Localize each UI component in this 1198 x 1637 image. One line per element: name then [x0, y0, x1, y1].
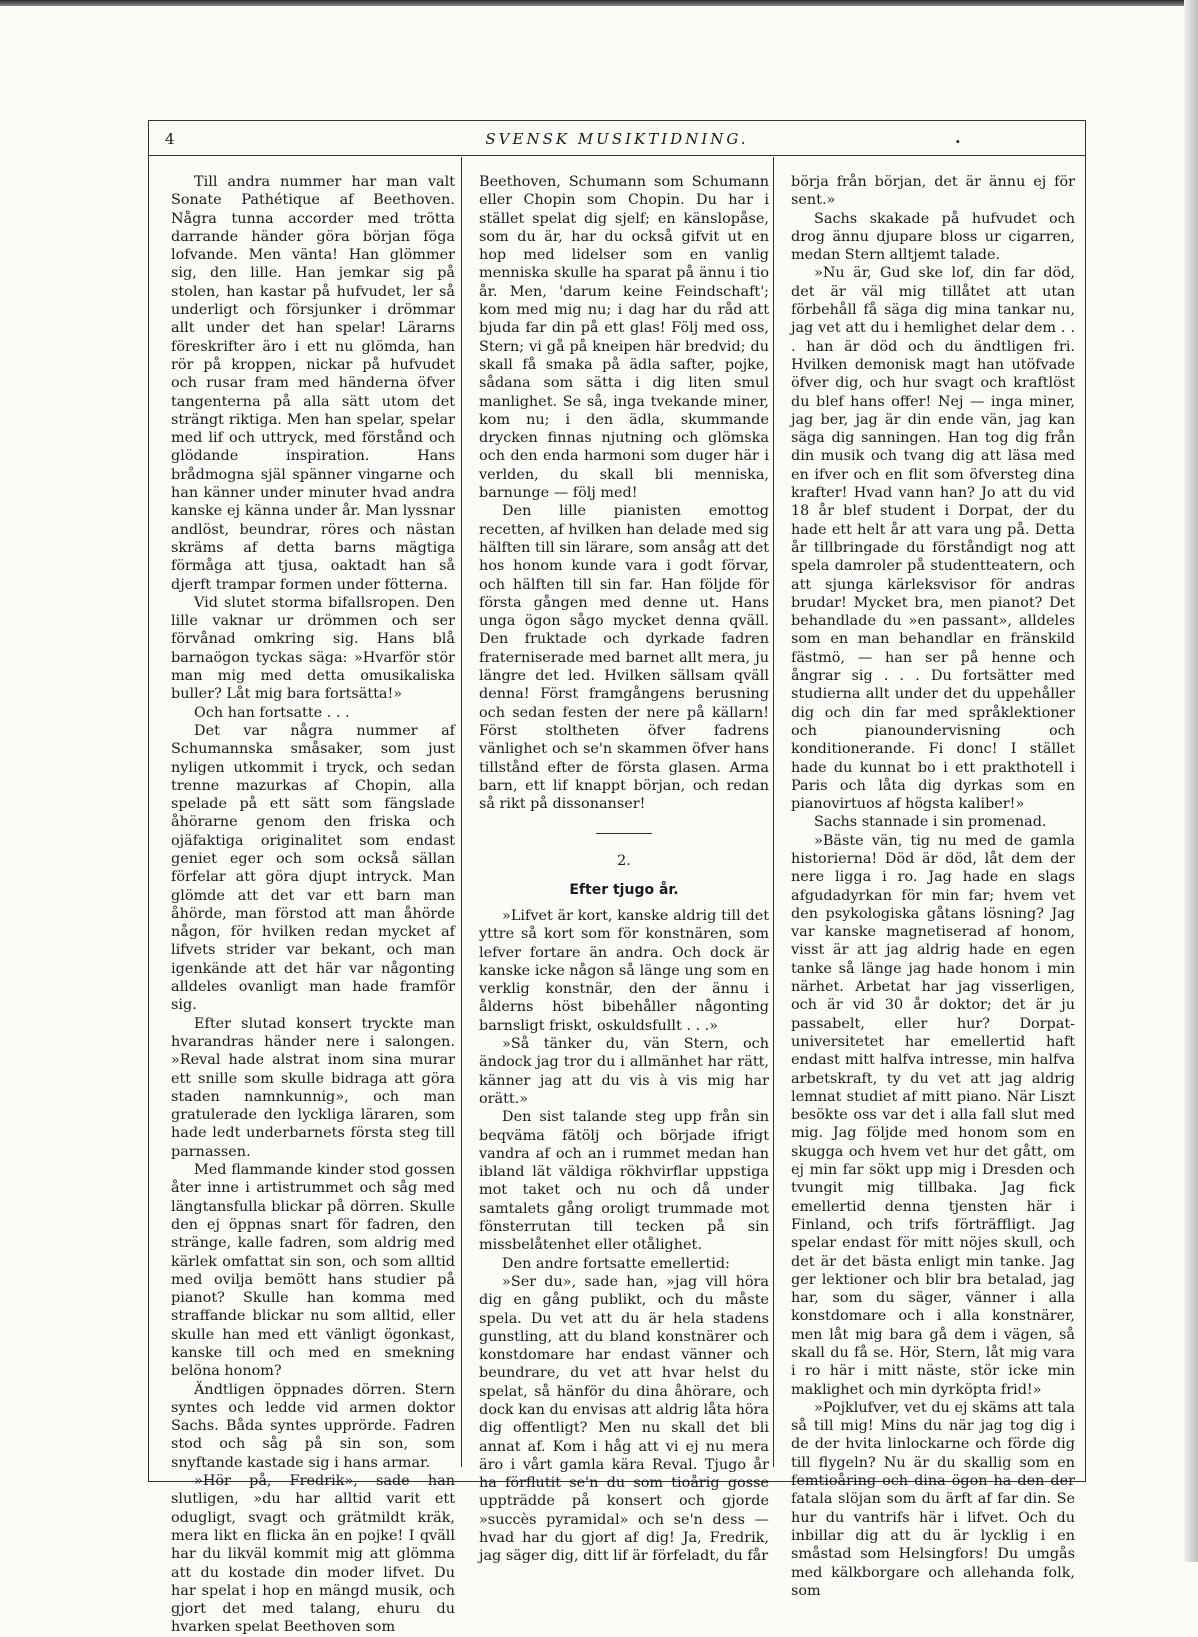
paragraph: »Pojklufver, vet du ej skäms att tala så till mig! Mins du när jag tog dig i de der hvita linlockarne och förde dig till flygeln? Nu är du skallig som en femtioåring och dina ögon ha den der fatala slöjan som du ärft af far din. Se hur du vantrifs här i lifvet. Och du inbillar dig att du är lycklig i en småstad som Helsingfors! Du umgås med kälkborgare och allehanda folk, som — [791, 1399, 1075, 1599]
paragraph: Den sist talande steg upp från sin beqväma fätölj och började ifrigt vandra af och an i rummet medan han ibland lät väldiga rökhvirflar uppstiga mot taket och nu och då under samtalets gång oroligt trummade mot fönsterrutan till tecken på sin missbelåtenhet eller otålighet. — [479, 1109, 769, 1254]
paragraph: börja från början, det är ännu ej för sent.» — [791, 174, 1075, 209]
paragraph: »Nu är, Gud ske lof, din far död, det är väl mig tillåtet att utan förbehåll få säga dig mina tankar nu, jag vet att du i hemlighet delar dem . . . han är död och du ändtligen fri. Hvilken demonisk magt han utöfvade öfver dig, och hur svagt och kraftlöst du blef hans offer! Nej — inga miner, jag ber, jag är din ende vän, jag kan säga dig sanningen. Han tog dig från din musik och tvang dig att läsa med en ifver och en flit som öfversteg dina krafter! Hvad vann han? Jo att du vid 18 år blef student i Dorpat, der du hade ett helt år att vara ung på. Detta år tillbringade du förståndigt nog att spela damroler på studentteatern, och att sjunga kärleksvisor för andras brudar! Mycket bra, men pianot? Det behandlade du »en passant», alldeles som en man behandlar en fränskild fästmö, — han ser på henne och ångrar sig . . . Du fortsätter med studierna allt under det du uppehåller dig och din far med språklektioner och pianoundervisning och konditionerande. Fi donc! I stället hade du kunnat bo i ett prakthotell i Paris och låta dig dyrkas som en pianovirtuos af högsta kaliber!» — [791, 265, 1075, 813]
paragraph: Ändtligen öppnades dörren. Stern syntes och ledde vid armen doktor Sachs. Båda syntes upprörde. Fadren stod och såg på sin son, som snyftande kastade sig i hans armar. — [171, 1381, 455, 1471]
paragraph: Den lille pianisten emottog recetten, af hvilken han delade med sig hälften till sin lärare, som ansåg att det hos honom kunde vara i godt förvar, och hälften till sin far. Han följde för första gången med denne ut. Hans unga ögon sågo mycket denna qväll. Den fruktade och dyrkade fadren fraterniserade med barnet allt mera, ju längre det led. Hvilken sällsam qväll denna! Först framgångens berusning och sedan festen der nere på källarn! Först stoltheten öfver fadrens vänlighet och se'n skammen öfver hans tillstånd efter de första glasen. Arma barn, ett lif knappt början, och redan så rikt på dissonanser! — [479, 503, 769, 813]
paragraph: Det var några nummer af Schumannska småsaker, som just nyligen utkommit i tryck, och sedan trenne mazurkas af Chopin, alla spelade på ett sätt som fängslade åhörarne genom den friska och ojäfaktiga originalitet som endast geniet eger och som också sällan förfelar att göra djupt intryck. Man glömde att det var ett barn man åhörde, man förstod att man åhörde någon, för hvilken redan mycket af lifvets strider var bekant, och man igenkände att det här var någonting alldeles ovanligt man hade framför sig. — [171, 722, 455, 1014]
paragraph: Den andre fortsatte emellertid: — [502, 1255, 730, 1272]
paragraph: Sachs stannade i sin promenad. — [814, 814, 1047, 831]
section-title: Efter tjugo år. — [569, 881, 679, 898]
paragraph: »Ser du», sade han, »jag vill höra dig en gång publikt, och du måste spela. Du vet att du är hela stadens gunstling, att du bland konstnärer och konstdomare har endast vänner och beundrare, du vet att hvar helst du spelat, så hänför du dina åhörare, och dock kan du envisas att aldrig låta höra dig offentligt? Men nu skall det bli annat af. Kom i håg att vi ej nu mera äro i vårt gamla kära Reval. Tjugo år ha förflutit se'n du som tioårig gosse uppträdde på konsert och gjorde »succès pyramidal» och se'n dess — hvad har du gjort af dig! Ja, Fredrik, jag säger dig, ditt lif är förfeladt, du får — [479, 1273, 769, 1565]
section-separator — [596, 833, 652, 834]
paragraph: »Bäste vän, tig nu med de gamla historierna! Död är död, låt dem der nere ligga i ro. Jag hade en slags afgudadyrkan för min far; hvem vet den psykologiska gåtans lösning? Jag var kanske magnetiserad af honom, visst är att jag aldrig hade en egen tanke så länge jag hade honom i min närhet. Arbetat har jag visserligen, och är vid 30 år doktor; det är ju passabelt, eller hur? Dorpat-universitetet har emellertid haft endast mitt halfva intresse, min halfva arbetskraft, ty du vet att jag aldrig lemnat studiet af mitt piano. När Liszt besökte oss var det i alla fall slut med mig. Jag följde med honom som en skugga och hvem vet hur det gått, om ej min far sökt upp mig i Dresden och tvungit mig tillbaka. Jag fick emellertid denna tjensten här i Finland, och trifs förträffligt. Jag spelar endast för mitt nöjes skull, och det är det bästa enligt min tanke. Jag ger lektioner och blir bra betalad, jag har, som du säger, vänner i alla konstdomare och i alla konstnärer, men låt mig bara gå dem i vägen, så skall du få se. Hör, Stern, låt mig vara i ro här i mitt näste, stör icke min maklighet och min dyrköpta frid!» — [791, 832, 1075, 1398]
page-number: 4 — [165, 130, 175, 148]
scan-top-band — [0, 0, 1198, 6]
scan-right-edge — [1184, 0, 1198, 1562]
paragraph: »Så tänker du, vän Stern, och ändock jag tror du i allmänhet har rätt, känner jag att du vis à vis mig har orätt.» — [479, 1036, 769, 1107]
paragraph: »Lifvet är kort, kanske aldrig till det yttre så kort som för konstnären, som lefver fortare än andra. Och dock är kanske icke någon så länge ung som en verklig konstnär, den der ännu i ålderns höst bibehåller någonting barnsligt friskt, oskuldsfullt . . .» — [479, 907, 769, 1034]
header-dot: . — [955, 128, 961, 147]
paragraph: Vid slutet storma bifallsropen. Den lille vaknar ur drömmen och ser förvånad omkring sig. Hans blå barnaögon tyckas säga: »Hvarför stör man mig med detta omusikaliska buller? Låt mig bara fortsätta!» — [171, 594, 455, 703]
column-3 — [791, 173, 1075, 1599]
column-rule-right — [773, 157, 774, 1467]
page-header — [149, 121, 1085, 156]
journal-title: SVENSK MUSIKTIDNING. — [485, 130, 749, 148]
column-1 — [171, 173, 455, 1636]
column-2 — [479, 173, 769, 1565]
paragraph: Efter slutad konsert tryckte man hvarandras händer nere i salongen. »Reval hade alstrat inom sina murar ett snille som skulle bidraga att göra staden namnkunnig», och man gratulerade den lyckliga läraren, som hade ledt underbarnets första steg till parnassen. — [171, 1015, 455, 1160]
paragraph: Beethoven, Schumann som Schumann eller Chopin som Chopin. Du har i stället spelat dig sjelf; en känslopåse, som du är, har du också gifvit ut en hop med lidelser som en vanlig menniska skulle ha sparat på ännu i tio år. Men, 'darum keine Feindschaft'; kom med mig nu; i dag har du råd att bjuda far din på ett glas! Följ med oss, Stern; vi gå på kneipen här bredvid; du skall få smaka på ädla safter, pojke, sådana som sätta i dig liten smul manlighet. Se så, inga tvekande miner, kom nu; i den ädla, skummande drycken finnas njutning och glömska och den enda harmoni som duger här i verlden, du skall bli menniska, barnunge — följ med! — [479, 174, 769, 502]
column-rule-left — [461, 157, 462, 1467]
paragraph: Sachs skakade på hufvudet och drog ännu djupare bloss ur cigarren, medan Stern alltjemt talade. — [791, 210, 1075, 264]
paragraph: »Hör på, Fredrik», sade han slutligen, »du har alltid varit ett odugligt, svagt och grätmildt kräk, mera likt en flicka än en pojke! I qväll har du likväl kommit mig att glömma att du kostade din moder lifvet. Du har spelat i hop en mängd musik, och gjort det med talang, ehuru du hvarken spelat Beethoven som — [171, 1473, 455, 1636]
page-frame — [148, 120, 1086, 1636]
paragraph: Och han fortsatte . . . — [194, 704, 350, 721]
paragraph: Till andra nummer har man valt Sonate Pathétique af Beethoven. Några tunna accorder med trötta darrande händer göra början föga lofvande. Men vänta! Han glömmer sig, den lille. Han jemkar sig på stolen, han kastar på hufvudet, ler så underligt och försjunker i drömmar allt under det han spelar! Lärarns föreskrifter äro i ett nu glömda, han rör på kroppen, nickar på hufvudet och rusar fram med händerna öfver tangenterna på alla sätt utom det strängt riktiga. Men han spelar, spelar med lif och uttryck, med förstånd och glödande inspiration. Hans brådmogna själ spänner vingarne och han känner under minuter hvad andra kanske ej känna under år. Man lyssnar andlöst, beundrar, röres och nästan skräms af detta barns mägtiga förmåga att tjusa, oaktadt han så djerft trampar formen under fötterna. — [171, 174, 455, 593]
paragraph: Med flammande kinder stod gossen åter inne i artistrummet och såg med längtansfulla blickar på dörren. Skulle den ej öppnas snart för fadren, den stränge, kalle fadren, som aldrig med kärlek omfattat sin son, och som alltid med ovilja bemött hans studier på pianot? Skulle han komma med straffande blickar nu som alltid, eller skulle han med ett vänligt ögonkast, kanske till och med en smekning belöna honom? — [171, 1162, 455, 1380]
section-number: 2. — [617, 853, 631, 870]
